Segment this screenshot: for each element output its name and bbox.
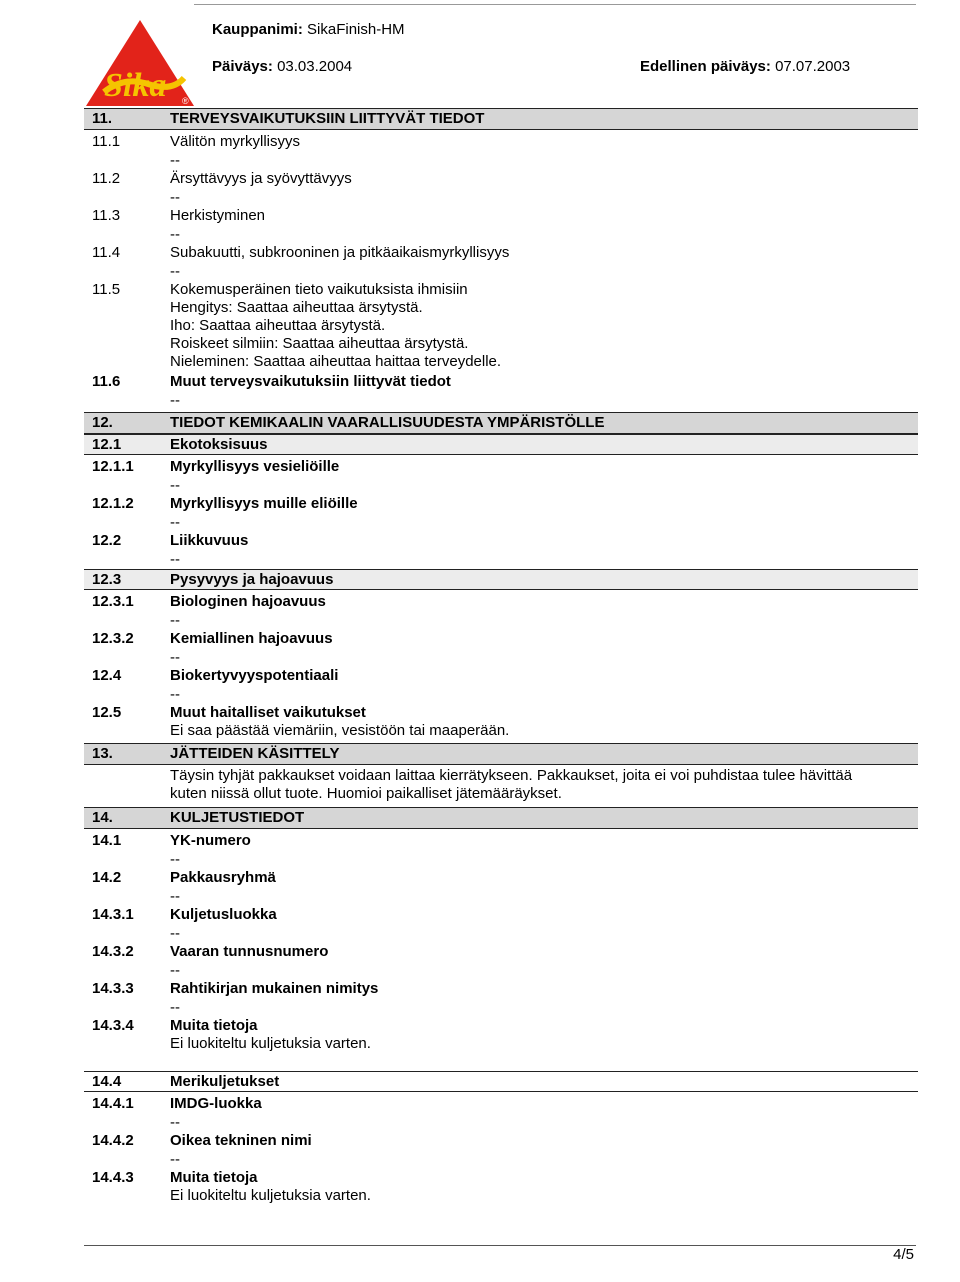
empty-value: -- (170, 888, 180, 905)
item-number: 14.1 (92, 832, 122, 849)
empty-value: -- (170, 392, 180, 409)
empty-value: -- (170, 612, 180, 629)
item-title: Kuljetusluokka (170, 906, 277, 923)
previous-date-line (640, 58, 850, 75)
item-title: Subakuutti, subkrooninen ja pitkäaikaismyrkyllisyys (170, 244, 510, 261)
item-11-1 (84, 133, 918, 151)
empty-value: -- (170, 189, 180, 206)
item-14-4-2 (84, 1132, 918, 1150)
item-14-3-2 (84, 943, 918, 961)
item-text: Iho: Saattaa aiheuttaa ärsytystä. (170, 317, 386, 334)
item-number: 14.2 (92, 869, 122, 886)
empty-value: -- (170, 514, 180, 531)
subsection-12-3-heading (84, 569, 918, 590)
empty-value: -- (170, 686, 180, 703)
item-number: 11.2 (92, 170, 121, 187)
section-number: 11. (92, 110, 113, 127)
section-title: JÄTTEIDEN KÄSITTELY (170, 745, 340, 762)
item-title: Pakkausryhmä (170, 869, 276, 886)
date-value: 03.03.2004 (277, 58, 353, 75)
item-title: Ekotoksisuus (170, 436, 268, 453)
logo-registered-mark: ® (182, 96, 189, 106)
item-12-1-1 (84, 458, 918, 476)
item-number: 12.5 (92, 704, 122, 721)
item-11-4 (84, 244, 918, 262)
item-number: 12.3.2 (92, 630, 134, 647)
subsection-14-4-heading (84, 1071, 918, 1092)
item-12-1-2 (84, 495, 918, 513)
section-title: TERVEYSVAIKUTUKSIIN LIITTYVÄT TIEDOT (170, 110, 485, 127)
item-12-4 (84, 667, 918, 685)
item-number: 14.4.1 (92, 1095, 134, 1112)
item-title: Biologinen hajoavuus (170, 593, 326, 610)
item-number: 14.3.4 (92, 1017, 134, 1034)
item-number: 14.4.2 (92, 1132, 134, 1149)
item-title: Vaaran tunnusnumero (170, 943, 329, 960)
item-14-2 (84, 869, 918, 887)
date-line (212, 58, 352, 75)
item-11-2 (84, 170, 918, 188)
empty-value: -- (170, 962, 180, 979)
item-title: IMDG-luokka (170, 1095, 262, 1112)
item-number: 12.3 (92, 571, 122, 588)
footer-rule (84, 1245, 916, 1246)
product-name: SikaFinish-HM (307, 21, 405, 38)
item-title: Liikkuvuus (170, 532, 249, 549)
item-11-5 (84, 281, 918, 299)
item-number: 12.2 (92, 532, 122, 549)
empty-value: -- (170, 152, 180, 169)
section-number: 12. (92, 414, 113, 431)
item-title: Kokemusperäinen tieto vaikutuksista ihmisiin (170, 281, 468, 298)
item-title: Merikuljetukset (170, 1073, 280, 1090)
item-text: Nieleminen: Saattaa aiheuttaa haittaa terveydelle. (170, 353, 502, 370)
item-text: Roiskeet silmiin: Saattaa aiheuttaa ärsytystä. (170, 335, 469, 352)
item-title: Pysyvyys ja hajoavuus (170, 571, 334, 588)
item-12-2 (84, 532, 918, 550)
item-14-4-1 (84, 1095, 918, 1113)
section-12-heading (84, 412, 918, 434)
item-14-4-3 (84, 1169, 918, 1187)
item-text: Ei saa päästää viemäriin, vesistöön tai maaperään. (170, 722, 510, 739)
item-11-6 (84, 373, 918, 391)
document-body (84, 108, 918, 1205)
item-14-3-4 (84, 1017, 918, 1035)
empty-value: -- (170, 1151, 180, 1168)
item-text: Hengitys: Saattaa aiheuttaa ärsytystä. (170, 299, 423, 316)
item-11-3 (84, 207, 918, 225)
item-title: Välitön myrkyllisyys (170, 133, 301, 150)
item-number: 12.1 (92, 436, 122, 453)
item-number: 11.4 (92, 244, 121, 261)
item-number: 11.5 (92, 281, 121, 298)
header-top-rule (194, 4, 916, 5)
item-number: 12.1.2 (92, 495, 134, 512)
empty-value: -- (170, 851, 180, 868)
item-number: 11.1 (92, 133, 121, 150)
item-title: Muita tietoja (170, 1169, 258, 1186)
waste-text-line-2: kuten niissä ollut tuote. Huomioi paikalliset jätemääräykset. (170, 785, 562, 802)
empty-value: -- (170, 649, 180, 666)
item-number: 11.3 (92, 207, 121, 224)
section-number: 13. (92, 745, 113, 762)
date-label: Päiväys: (212, 58, 273, 75)
item-number: 12.3.1 (92, 593, 134, 610)
empty-value: -- (170, 925, 180, 942)
previous-date-value: 07.07.2003 (775, 58, 851, 75)
item-14-3-3 (84, 980, 918, 998)
section-title: KULJETUSTIEDOT (170, 809, 305, 826)
item-text: Ei luokiteltu kuljetuksia varten. (170, 1187, 371, 1204)
item-title: Muut haitalliset vaikutukset (170, 704, 366, 721)
item-number: 11.6 (92, 373, 121, 390)
section-13-heading (84, 743, 918, 765)
empty-value: -- (170, 1114, 180, 1131)
product-label: Kauppanimi: (212, 21, 303, 38)
waste-text-line-1: Täysin tyhjät pakkaukset voidaan laittaa kierrätykseen. Pakkaukset, joita ei voi puhdistaa tulee hävittää (170, 767, 853, 784)
empty-value: -- (170, 226, 180, 243)
product-line (212, 21, 405, 38)
item-title: Myrkyllisyys muille eliöille (170, 495, 358, 512)
section-11-heading (84, 108, 918, 130)
item-text: Ei luokiteltu kuljetuksia varten. (170, 1035, 371, 1052)
item-12-5 (84, 704, 918, 722)
sika-logo (84, 18, 196, 108)
logo-text: Sika (104, 67, 167, 104)
item-12-3-2 (84, 630, 918, 648)
item-number: 12.4 (92, 667, 122, 684)
empty-value: -- (170, 999, 180, 1016)
item-number: 14.3.3 (92, 980, 134, 997)
page-number: 4/5 (893, 1246, 914, 1263)
empty-value: -- (170, 551, 180, 568)
item-title: Oikea tekninen nimi (170, 1132, 312, 1149)
section-14-heading (84, 807, 918, 829)
item-title: Kemiallinen hajoavuus (170, 630, 333, 647)
item-title: YK-numero (170, 832, 251, 849)
item-title: Muut terveysvaikutuksiin liittyvät tiedot (170, 373, 451, 390)
subsection-12-1-heading (84, 434, 918, 455)
empty-value: -- (170, 263, 180, 280)
section-number: 14. (92, 809, 113, 826)
item-title: Herkistyminen (170, 207, 266, 224)
item-title: Biokertyvyyspotentiaali (170, 667, 339, 684)
item-number: 12.1.1 (92, 458, 134, 475)
previous-date-label: Edellinen päiväys: (640, 58, 771, 75)
item-number: 14.3.1 (92, 906, 134, 923)
item-title: Muita tietoja (170, 1017, 258, 1034)
item-title: Ärsyttävyys ja syövyttävyys (170, 170, 352, 187)
item-number: 14.4.3 (92, 1169, 134, 1186)
item-12-3-1 (84, 593, 918, 611)
item-title: Rahtikirjan mukainen nimitys (170, 980, 379, 997)
item-title: Myrkyllisyys vesieliöille (170, 458, 340, 475)
item-14-3-1 (84, 906, 918, 924)
empty-value: -- (170, 477, 180, 494)
item-14-1 (84, 832, 918, 850)
item-number: 14.3.2 (92, 943, 134, 960)
item-number: 14.4 (92, 1073, 122, 1090)
section-title: TIEDOT KEMIKAALIN VAARALLISUUDESTA YMPÄRISTÖLLE (170, 414, 605, 431)
